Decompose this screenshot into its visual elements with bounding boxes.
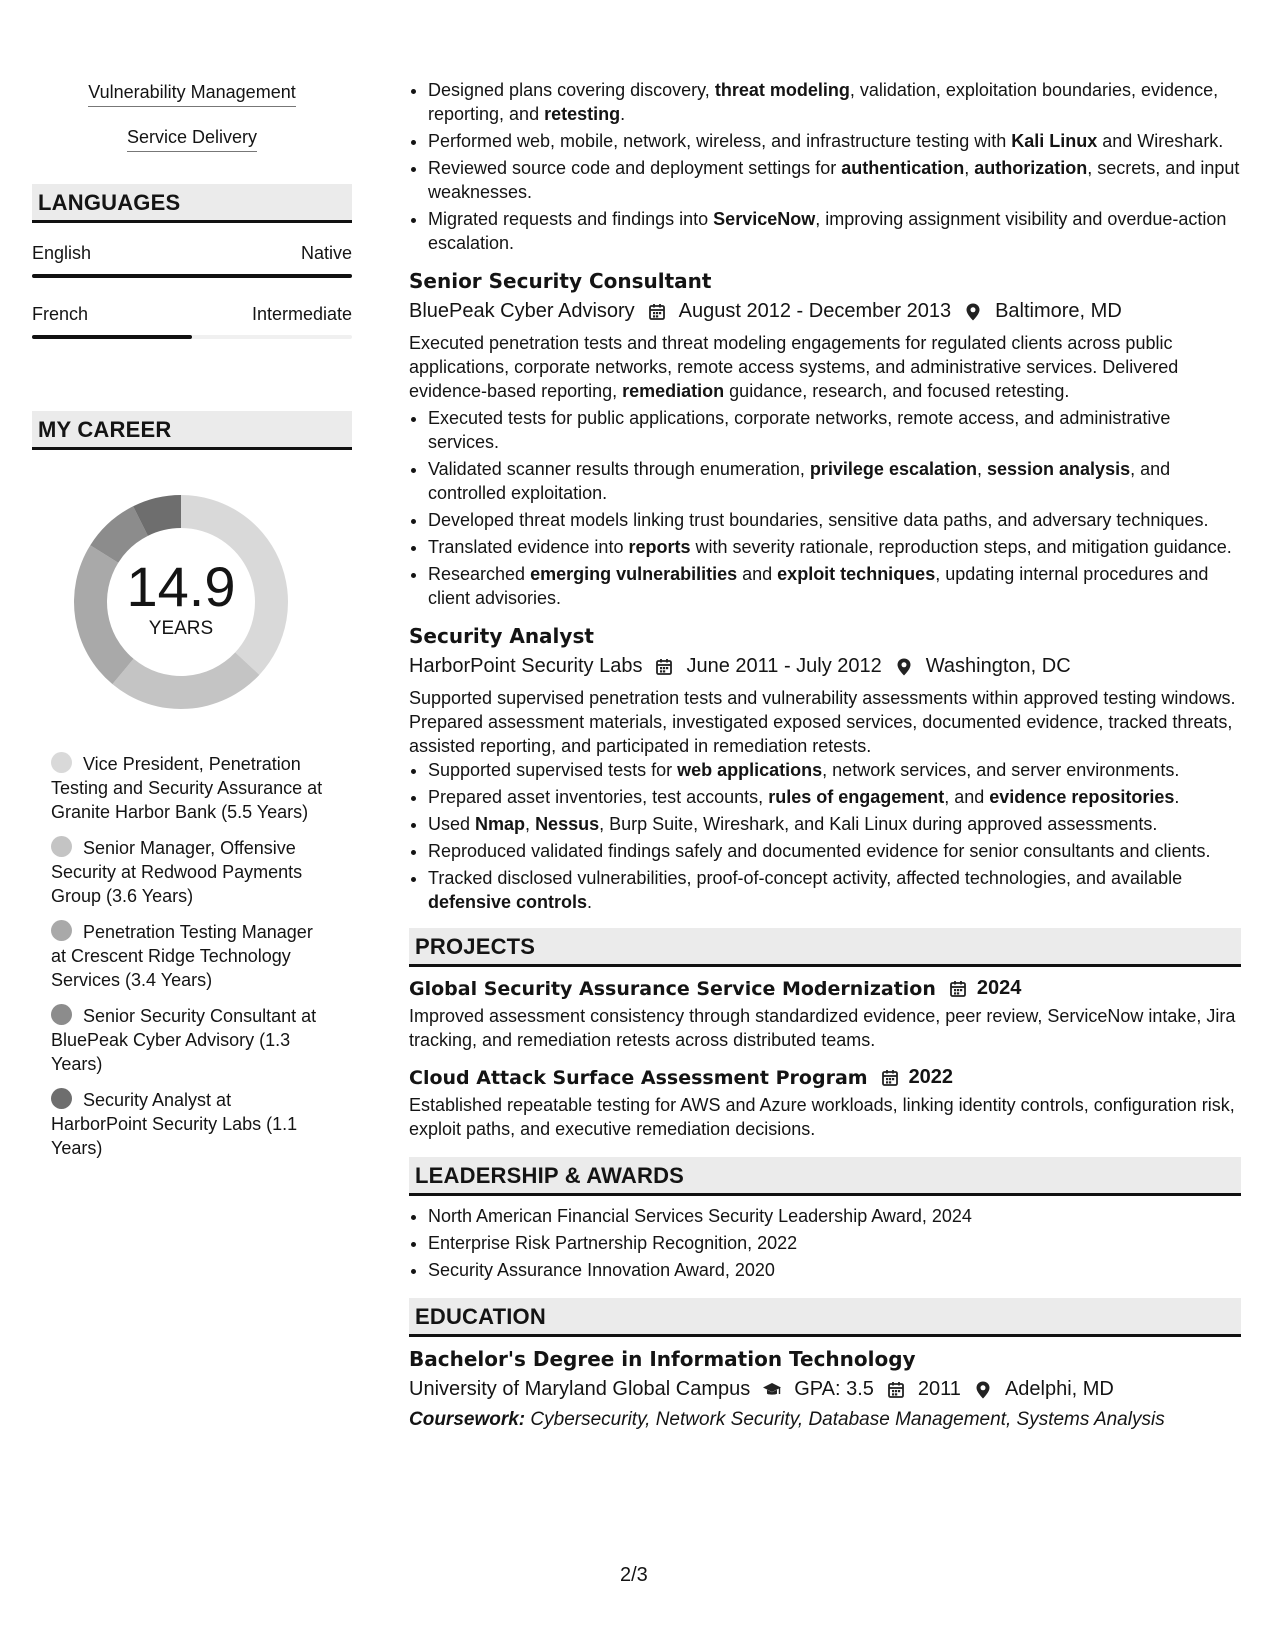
page-number: 2/3 <box>620 1564 648 1586</box>
job-title: Security Analyst <box>409 624 594 648</box>
legend-dot <box>51 1088 72 1109</box>
job-company: BluePeak Cyber Advisory <box>409 300 635 322</box>
graduation-cap-icon <box>762 1380 782 1400</box>
skill-item: Service Delivery <box>32 127 352 152</box>
graduation-year: 2011 <box>917 1378 961 1400</box>
main-content <box>409 78 1241 1431</box>
project-entry <box>409 1066 1241 1141</box>
language-item <box>32 304 352 339</box>
project-title: Cloud Attack Surface Assessment Program <box>409 1066 868 1089</box>
career-legend-item: Senior Manager, Offensive Security at Redwood Payments Group (3.6 Years) <box>51 838 303 906</box>
language-level: Intermediate <box>251 304 352 324</box>
languages-heading: LANGUAGES <box>32 184 352 223</box>
degree-title: Bachelor's Degree in Information Technology <box>409 1347 916 1371</box>
award-item: • Enterprise Risk Partnership Recognition, 2022 <box>428 1231 1241 1255</box>
bullet-item: • Used Nmap, Nessus, Burp Suite, Wireshark, and Kali Linux during approved assessments. <box>428 812 1241 836</box>
career-legend-item: Penetration Testing Manager at Crescent Ridge Technology Services (3.4 Years) <box>51 922 313 990</box>
skill-item: Vulnerability Management <box>32 82 352 107</box>
language-proficiency-bar <box>32 335 352 339</box>
bullet-item: • Reviewed source code and deployment settings for authentication, authorization, secrets, and input weaknesses. <box>428 156 1241 204</box>
language-proficiency-bar <box>32 274 352 278</box>
job-dates: August 2012 - December 2013 <box>678 300 952 322</box>
language-item <box>32 243 352 278</box>
coursework <box>409 1409 1241 1431</box>
job-location: Baltimore, MD <box>995 300 1122 322</box>
job-meta <box>409 300 1241 323</box>
career-donut-segment <box>112 652 259 709</box>
language-proficiency-fill <box>32 274 352 278</box>
calendar-icon <box>880 1068 900 1088</box>
coursework-list: Cybersecurity, Network Security, Database Management, Systems Analysis <box>530 1409 1165 1430</box>
career-total-years: 14.9 <box>126 555 236 618</box>
language-name: French <box>32 304 89 324</box>
job-company: HarborPoint Security Labs <box>409 655 643 677</box>
calendar-icon <box>886 1380 906 1400</box>
project-description: Improved assessment consistency through standardized evidence, peer review, ServiceNow intake, Jira tracking, and remediation retests across distributed teams. <box>409 1006 1236 1050</box>
job-meta <box>409 655 1241 678</box>
career-legend-item: Senior Security Consultant at BluePeak Cyber Advisory (1.3 Years) <box>51 1006 317 1074</box>
job-entry <box>409 624 1241 914</box>
gpa: GPA: 3.5 <box>794 1378 874 1400</box>
location-pin-icon <box>894 657 914 677</box>
bullet-item: • Designed plans covering discovery, threat modeling, validation, exploitation boundaries, evidence, reporting, and retesting. <box>428 78 1241 126</box>
project-year: 2022 <box>908 1066 954 1088</box>
bullet-item: • Tracked disclosed vulnerabilities, proof-of-concept activity, affected technologies, and available defensive controls. <box>428 866 1241 914</box>
language-proficiency-fill <box>32 335 192 339</box>
job-bullets <box>409 406 1241 610</box>
legend-dot <box>51 920 72 941</box>
calendar-icon <box>654 657 674 677</box>
project-description: Established repeatable testing for AWS and Azure workloads, linking identity controls, configuration risk, exploit paths, and executive remediation decisions. <box>409 1095 1235 1139</box>
career-legend <box>51 752 331 1160</box>
school-location: Adelphi, MD <box>1004 1378 1114 1400</box>
bullet-item: • Developed threat models linking trust boundaries, sensitive data paths, and adversary techniques. <box>428 508 1241 532</box>
projects-heading: PROJECTS <box>409 928 1241 967</box>
education-entry <box>409 1347 1241 1431</box>
bullet-item: • Translated evidence into reports with severity rationale, reproduction steps, and mitigation guidance. <box>428 535 1241 559</box>
bullet-item: • Prepared asset inventories, test accounts, rules of engagement, and evidence repositories. <box>428 785 1241 809</box>
award-item: • Security Assurance Innovation Award, 2020 <box>428 1258 1241 1282</box>
bullet-item: • Researched emerging vulnerabilities and exploit techniques, updating internal procedures and client advisories. <box>428 562 1241 610</box>
education-meta <box>409 1378 1241 1401</box>
job-title: Senior Security Consultant <box>409 269 712 293</box>
bullet-item: • Supported supervised tests for web applications, network services, and server environments. <box>428 758 1241 782</box>
career-heading: MY CAREER <box>32 411 352 450</box>
job-summary: Executed penetration tests and threat modeling engagements for regulated clients across public applications, corporate networks, remote access systems, and administrative services. Delivered evidence-based reporting, remediation guidance, research, and focused retesting. <box>409 333 1179 401</box>
bullet-item: • Migrated requests and findings into ServiceNow, improving assignment visibility and overdue-action escalation. <box>428 207 1241 255</box>
bullet-item: • Executed tests for public applications, corporate networks, remote access, and administrative services. <box>428 406 1241 454</box>
school-name: University of Maryland Global Campus <box>409 1378 751 1400</box>
career-legend-item: Vice President, Penetration Testing and Security Assurance at Granite Harbor Bank (5.5 Years) <box>51 754 323 822</box>
career-donut-chart <box>67 488 295 716</box>
location-pin-icon <box>973 1380 993 1400</box>
career-total-unit: YEARS <box>148 618 214 639</box>
experience-bullets-continued <box>409 78 1241 255</box>
education-heading: EDUCATION <box>409 1298 1241 1337</box>
award-item: • North American Financial Services Security Leadership Award, 2024 <box>428 1204 1241 1228</box>
bullet-item: • Validated scanner results through enumeration, privilege escalation, session analysis, and controlled exploitation. <box>428 457 1241 505</box>
awards-heading: LEADERSHIP & AWARDS <box>409 1157 1241 1196</box>
coursework-label: Coursework: <box>409 1409 526 1430</box>
bullet-item: • Performed web, mobile, network, wireless, and infrastructure testing with Kali Linux and Wireshark. <box>428 129 1241 153</box>
job-summary: Supported supervised penetration tests and vulnerability assessments within approved testing windows. Prepared assessment materials, investigated exposed services, documented evidence, tracked threats, assisted reporting, and participated in remediation retests. <box>409 688 1236 756</box>
sidebar <box>32 82 352 1172</box>
job-location: Washington, DC <box>925 655 1071 677</box>
job-bullets <box>409 758 1241 914</box>
project-title: Global Security Assurance Service Modernization <box>409 977 936 1000</box>
language-name: English <box>32 243 92 263</box>
location-pin-icon <box>963 302 983 322</box>
language-level: Native <box>300 243 352 263</box>
legend-dot <box>51 752 72 773</box>
job-dates: June 2011 - July 2012 <box>686 655 882 677</box>
career-legend-item: Security Analyst at HarborPoint Security Labs (1.1 Years) <box>51 1090 298 1158</box>
project-year: 2024 <box>976 977 1022 999</box>
legend-dot <box>51 836 72 857</box>
job-entry <box>409 269 1241 610</box>
calendar-icon <box>647 302 667 322</box>
legend-dot <box>51 1004 72 1025</box>
project-entry <box>409 977 1241 1052</box>
bullet-item: • Reproduced validated findings safely and documented evidence for senior consultants and clients. <box>428 839 1241 863</box>
awards-list <box>409 1204 1241 1282</box>
calendar-icon <box>948 979 968 999</box>
